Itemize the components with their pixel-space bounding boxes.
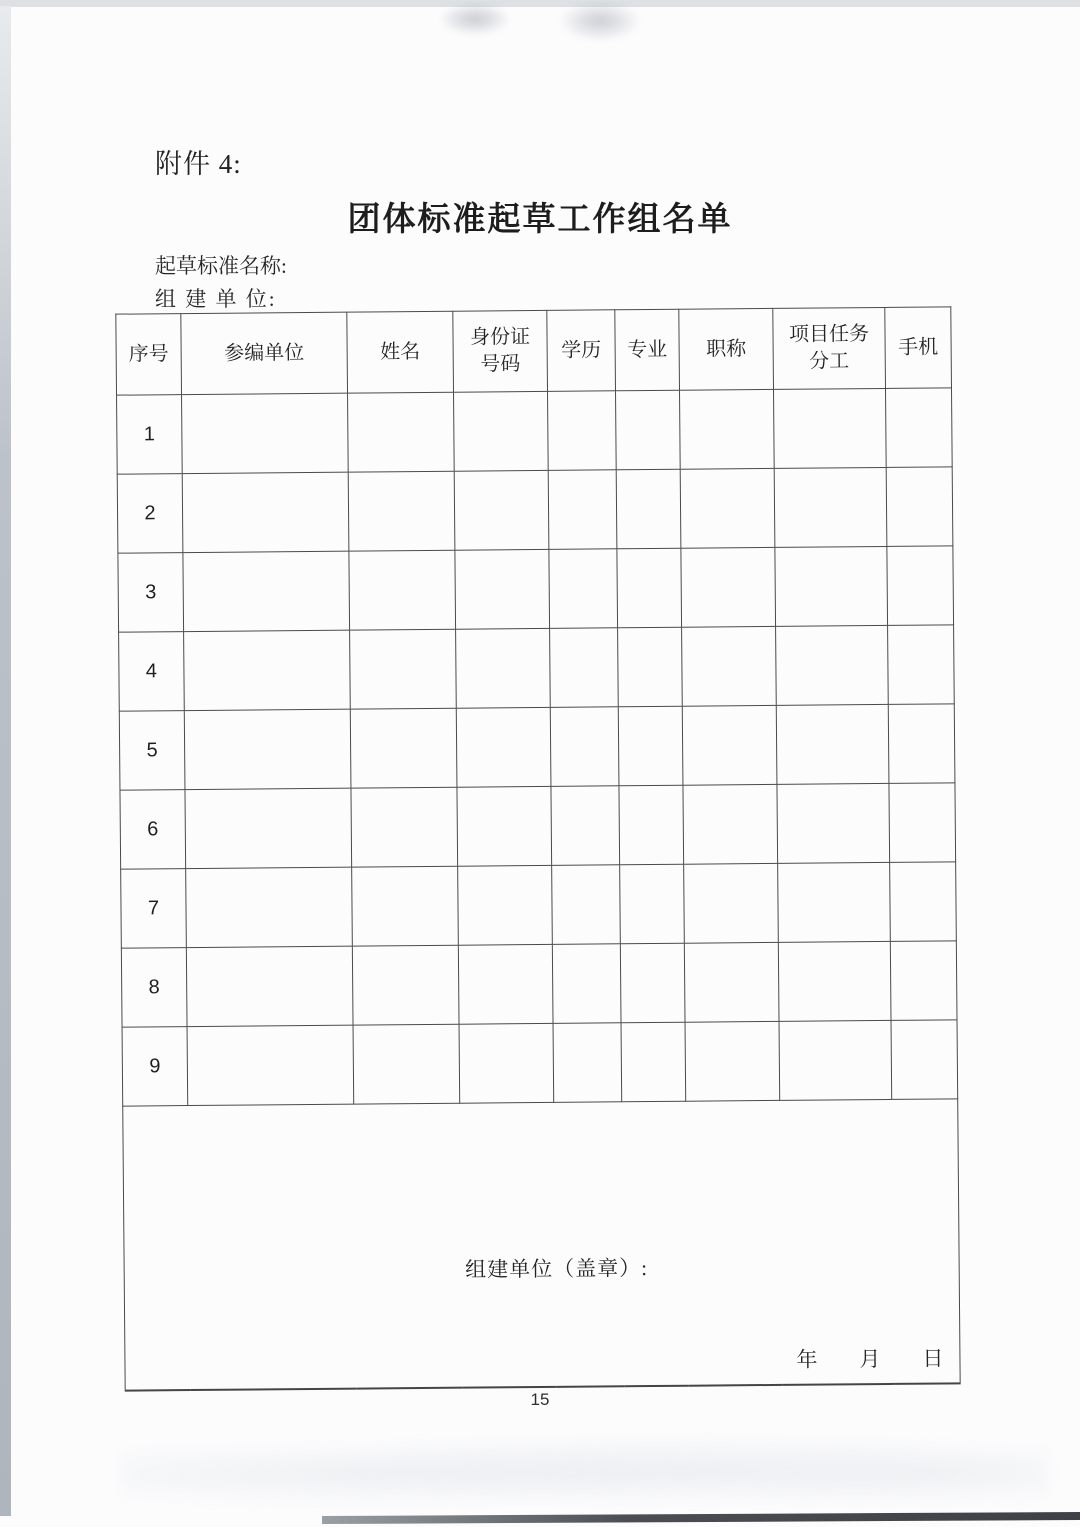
col-header-title: 职称 xyxy=(679,308,774,390)
empty-cell xyxy=(779,1020,892,1100)
empty-cell xyxy=(616,390,681,470)
empty-cell xyxy=(619,785,684,865)
page-number: 15 xyxy=(530,1390,550,1409)
empty-cell xyxy=(348,392,455,472)
col-header-phone: 手机 xyxy=(885,307,952,389)
page-title: 团体标准起草工作组名单 xyxy=(347,202,733,238)
empty-cell xyxy=(186,867,353,947)
empty-cell xyxy=(888,704,955,784)
empty-cell xyxy=(349,550,456,630)
empty-cell xyxy=(685,1021,780,1101)
empty-cell xyxy=(886,467,953,547)
empty-cell xyxy=(773,388,886,468)
empty-cell xyxy=(885,388,952,468)
table-row xyxy=(117,388,953,474)
empty-cell xyxy=(775,546,888,626)
empty-cell xyxy=(553,1023,622,1103)
scan-edge-top xyxy=(0,0,1080,7)
empty-cell xyxy=(684,942,779,1022)
row-number: 5 xyxy=(119,711,185,791)
date-label: 年 月 日 xyxy=(796,1346,944,1372)
empty-cell xyxy=(552,865,621,945)
empty-cell xyxy=(454,470,549,550)
empty-cell xyxy=(620,864,685,944)
empty-cell xyxy=(456,628,551,708)
empty-cell xyxy=(778,862,891,942)
empty-cell xyxy=(182,393,349,473)
table-row xyxy=(117,467,953,553)
table-row xyxy=(121,941,957,1027)
empty-cell xyxy=(549,549,618,629)
empty-cell xyxy=(184,709,351,789)
empty-cell xyxy=(616,469,681,549)
table-header-row xyxy=(116,307,952,395)
attachment-label: 附件 4: xyxy=(155,149,242,179)
empty-cell xyxy=(184,630,351,710)
empty-cell xyxy=(456,707,551,787)
row-number: 4 xyxy=(119,632,185,712)
table-row xyxy=(122,1020,958,1106)
empty-cell xyxy=(777,783,890,863)
empty-cell xyxy=(187,1025,354,1105)
col-header-id-number: 身份证 号码 xyxy=(453,310,548,392)
empty-cell xyxy=(620,943,685,1023)
empty-cell xyxy=(185,788,352,868)
table-row xyxy=(118,546,954,632)
table-row xyxy=(119,625,955,711)
scan-artifact xyxy=(120,1420,1050,1510)
empty-cell xyxy=(350,629,457,709)
working-group-table xyxy=(115,306,960,1391)
empty-cell xyxy=(459,1023,554,1103)
empty-cell xyxy=(617,548,682,628)
row-number: 7 xyxy=(121,869,187,949)
row-number: 1 xyxy=(117,395,183,475)
col-header-serial: 序号 xyxy=(116,314,182,396)
seal-label: 组建单位（盖章）: xyxy=(465,1256,649,1282)
empty-cell xyxy=(776,704,889,784)
empty-cell xyxy=(548,470,617,550)
empty-cell xyxy=(890,941,957,1021)
empty-cell xyxy=(681,547,776,627)
empty-cell xyxy=(351,787,458,867)
org-unit-label: 组 建 单 位: xyxy=(155,287,277,311)
empty-cell xyxy=(891,1020,958,1100)
row-number: 6 xyxy=(120,790,186,870)
empty-cell xyxy=(550,707,619,787)
empty-cell xyxy=(621,1022,686,1102)
empty-cell xyxy=(682,705,777,785)
scan-edge-bottom xyxy=(322,1512,1080,1524)
row-number: 8 xyxy=(121,948,187,1028)
empty-cell xyxy=(548,391,617,471)
col-header-major: 专业 xyxy=(615,309,680,391)
empty-cell xyxy=(182,472,349,552)
empty-cell xyxy=(458,865,553,945)
empty-cell xyxy=(684,863,779,943)
seal-cell xyxy=(123,1099,960,1391)
table-row xyxy=(120,783,956,869)
empty-cell xyxy=(350,708,457,788)
empty-cell xyxy=(552,944,621,1024)
empty-cell xyxy=(457,786,552,866)
empty-cell xyxy=(778,941,891,1021)
empty-cell xyxy=(353,1024,460,1104)
table-row xyxy=(119,704,955,790)
col-header-education: 学历 xyxy=(547,310,616,392)
empty-cell xyxy=(551,786,620,866)
empty-cell xyxy=(680,389,775,469)
empty-cell xyxy=(618,627,683,707)
empty-cell xyxy=(887,546,954,626)
empty-cell xyxy=(889,783,956,863)
empty-cell xyxy=(458,944,553,1024)
empty-cell xyxy=(183,551,350,631)
empty-cell xyxy=(890,862,957,942)
scan-artifact xyxy=(438,2,512,36)
col-header-unit: 参编单位 xyxy=(181,312,348,394)
table-footer-row xyxy=(123,1099,960,1391)
table-row xyxy=(121,862,957,948)
standard-name-label: 起草标准名称: xyxy=(155,254,287,278)
empty-cell xyxy=(682,626,777,706)
empty-cell xyxy=(683,784,778,864)
empty-cell xyxy=(680,468,775,548)
empty-cell xyxy=(352,945,459,1025)
col-header-name: 姓名 xyxy=(347,311,454,393)
empty-cell xyxy=(550,628,619,708)
row-number: 3 xyxy=(118,553,184,633)
empty-cell xyxy=(352,866,459,946)
empty-cell xyxy=(186,946,353,1026)
empty-cell xyxy=(455,549,550,629)
row-number: 2 xyxy=(117,474,183,554)
empty-cell xyxy=(454,391,549,471)
empty-cell xyxy=(774,467,887,547)
empty-cell xyxy=(888,625,955,705)
col-header-task: 项目任务 分工 xyxy=(773,307,886,389)
empty-cell xyxy=(776,625,889,705)
empty-cell xyxy=(348,471,455,551)
empty-cell xyxy=(618,706,683,786)
row-number: 9 xyxy=(122,1027,188,1107)
